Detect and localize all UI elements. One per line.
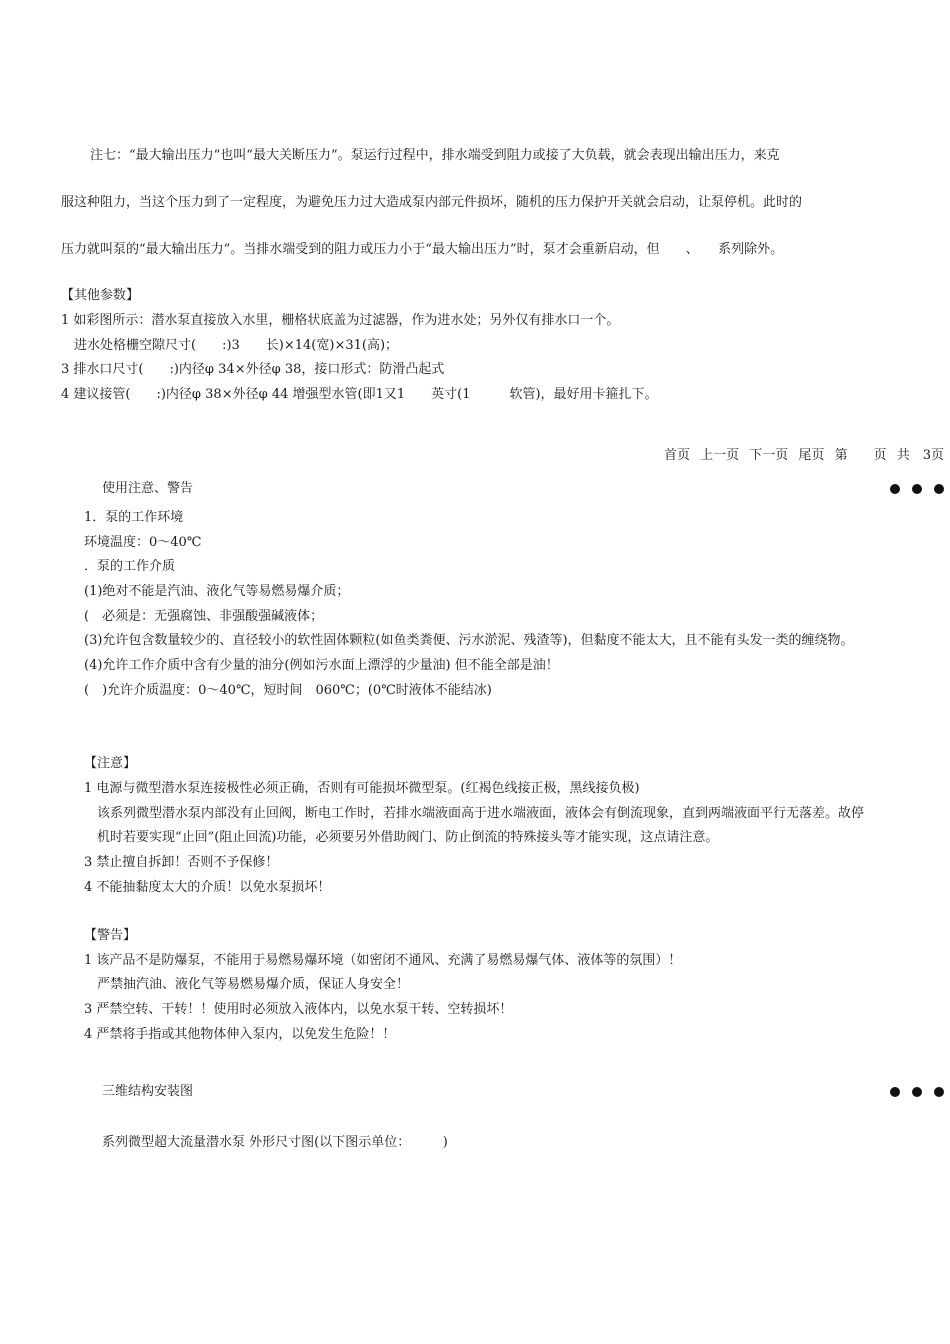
first-page-link[interactable]: 首页 bbox=[663, 448, 690, 463]
attention-line: 1 电源与微型潜水泵连接极性必须正确，否则有可能损坏微型泵。(红褐色线接正极，黑线接负极) bbox=[84, 781, 640, 796]
attention-line: 4 不能抽黏度太大的介质！以免水泵损坏！ bbox=[84, 880, 331, 895]
warning-line: 4 严禁将手指或其他物体伸入泵内，以免发生危险！！ bbox=[84, 1027, 396, 1042]
last-page-link[interactable]: 尾页 bbox=[798, 448, 825, 463]
dot-icon bbox=[890, 1087, 900, 1097]
usage-line: (1)绝对不能是汽油、液化气等易燃易爆介质； bbox=[84, 584, 350, 599]
usage-line: ．泵的工作介质 bbox=[84, 559, 176, 574]
next-page-link[interactable]: 下一页 bbox=[749, 448, 789, 463]
dot-icon bbox=[912, 1087, 922, 1097]
usage-line: ( 必须是：无强腐蚀、非强酸强碱液体； bbox=[84, 609, 324, 624]
attention-heading: 【注意】 bbox=[84, 756, 137, 771]
page-navigation bbox=[658, 444, 944, 463]
usage-line: 1．泵的工作环境 bbox=[84, 510, 184, 525]
attention-line: 3 禁止擅自拆卸！否则不予保修！ bbox=[84, 855, 279, 870]
other-params-item: 4 建议接管( :)内径φ 38×外径φ 44 增强型水管(即1又1 英寸(1 软管)，最好用卡箍扎下。 bbox=[61, 387, 658, 402]
usage-line: (3)允许包含数量较少的、直径较小的软性固体颗粒(如鱼类粪便、污水淤泥、残渣等)，但黏度不能太大，且不能有头发一类的缠绕物。 bbox=[84, 633, 854, 648]
total-pages-label: 共 3页 bbox=[896, 448, 944, 463]
structure-caption: 系列微型超大流量潜水泵 外形尺寸图(以下图示单位： ) bbox=[102, 1135, 448, 1150]
current-page-label: 第 页 bbox=[834, 448, 887, 463]
other-params-heading: 【其他参数】 bbox=[61, 288, 140, 303]
usage-line: (4)允许工作介质中含有少量的油分(例如污水面上漂浮的少量油) 但不能全部是油！ bbox=[84, 658, 559, 673]
note7-line-2: 服这种阻力，当这个压力到了一定程度，为避免压力过大造成泵内部元件损坏，随机的压力保护开关就会启动，让泵停机。此时的 bbox=[61, 195, 803, 210]
usage-section-heading: 使用注意、警告 bbox=[102, 481, 194, 496]
warning-heading: 【警告】 bbox=[84, 928, 137, 943]
other-params-item: 进水处格栅空隙尺寸( :)3 长)×14(宽)×31(高)； bbox=[61, 338, 399, 353]
note7-line-3: 压力就叫泵的“最大输出压力”。当排水端受到的阻力或压力小于“最大输出压力”时，泵才会重新启动，但 、 系列除外。 bbox=[61, 242, 784, 257]
warning-line: 3 严禁空转、干转！！使用时必须放入液体内，以免水泵干转、空转损坏！ bbox=[84, 1002, 513, 1017]
dot-icon bbox=[890, 484, 900, 494]
section-dots-icon bbox=[890, 484, 944, 494]
usage-line: ( )允许介质温度：0～40℃，短时间 060℃；(0℃时液体不能结冰) bbox=[84, 683, 492, 698]
section-dots-icon bbox=[890, 1087, 944, 1097]
other-params-item: 3 排水口尺寸( :)内径φ 34×外径φ 38，接口形式：防滑凸起式 bbox=[61, 362, 445, 377]
dot-icon bbox=[934, 1087, 944, 1097]
warning-line: 1 该产品不是防爆泵，不能用于易燃易爆环境（如密闭不通风、充满了易燃易爆气体、液体等的氛围）！ bbox=[84, 953, 682, 968]
prev-page-link[interactable]: 上一页 bbox=[700, 448, 740, 463]
other-params-item: 1 如彩图所示：潜水泵直接放入水里，栅格状底盖为过滤器，作为进水处；另外仅有排水口一个。 bbox=[61, 313, 620, 328]
dot-icon bbox=[934, 484, 944, 494]
attention-line: 机时若要实现“止回”(阻止回流)功能，必须要另外借助阀门、防止倒流的特殊接头等才能实现，这点请注意。 bbox=[84, 830, 719, 845]
note7-line-1: 注七：“最大输出压力”也叫“最大关断压力”。泵运行过程中，排水端受到阻力或接了大负载，就会表现出输出压力，来克 bbox=[90, 148, 780, 163]
dot-icon bbox=[912, 484, 922, 494]
warning-line: 严禁抽汽油、液化气等易燃易爆介质，保证人身安全！ bbox=[84, 977, 410, 992]
structure-heading: 三维结构安装图 bbox=[102, 1084, 194, 1099]
attention-line: 该系列微型潜水泵内部没有止回阀，断电工作时，若排水端液面高于进水端液面，液体会有倒流现象，直到两端液面平行无落差。故停 bbox=[84, 806, 865, 821]
usage-line: 环境温度：0～40℃ bbox=[84, 535, 202, 550]
